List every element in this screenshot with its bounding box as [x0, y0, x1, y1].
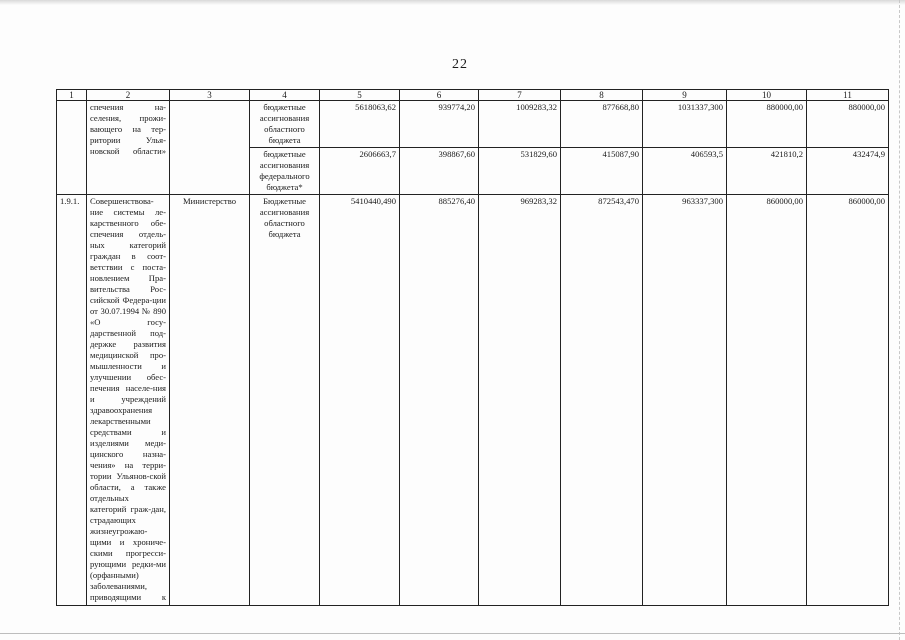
cell-value: 2606663,7 — [320, 148, 400, 195]
table-header-row — [57, 90, 889, 101]
cell-funding-source: бюджетные ассигнования федерального бюджета* — [250, 148, 320, 195]
header-col-3: 3 — [170, 90, 250, 101]
cell-number — [57, 101, 87, 195]
cell-value: 1031337,300 — [643, 101, 727, 148]
header-col-6: 6 — [400, 90, 479, 101]
cell-description: Совершенствова-ние системы ле-карственного обе-спечения отдель-ных категорий граждан в соот-ветствии с поста-новлением Пра-вительства Рос-сийской Федера-ции от 30.07.1994 № 890 «О госу-дарственной под-держке развития медицинской про-мышленности и улучшении обес-печения населе-ния и учреждений здравоохранения лекарственными средствами и изделиями меди-цинского назна-чения» на терри-тории Ульянов-ской области, а также отдельных категорий граж-дан, страдающих жизнеугрожаю-щими и хрониче-скими прогресси-рующими редки-ми (орфанными) заболеваниями, приводящими к — [87, 195, 170, 606]
header-col-2: 2 — [87, 90, 170, 101]
cell-value: 877668,80 — [561, 101, 643, 148]
cell-funding-source: бюджетные ассигнования областного бюджета — [250, 101, 320, 148]
table-row — [57, 101, 889, 148]
cell-value: 421810,2 — [727, 148, 807, 195]
cell-value: 415087,90 — [561, 148, 643, 195]
header-col-10: 10 — [727, 90, 807, 101]
cell-value: 1009283,32 — [479, 101, 561, 148]
cell-value: 939774,20 — [400, 101, 479, 148]
cell-value: 531829,60 — [479, 148, 561, 195]
budget-table — [56, 89, 889, 606]
cell-value: 860000,00 — [727, 195, 807, 606]
cell-value: 969283,32 — [479, 195, 561, 606]
cell-value: 5618063,62 — [320, 101, 400, 148]
cell-description: спечения на-селения, прожи-вающего на тер-ритории Улья-новской области» — [87, 101, 170, 195]
cell-value: 432474,9 — [807, 148, 889, 195]
cell-value: 880000,00 — [727, 101, 807, 148]
cell-number: 1.9.1. — [57, 195, 87, 606]
cell-value: 963337,300 — [643, 195, 727, 606]
scan-edge-bottom — [0, 633, 905, 634]
cell-executor — [170, 101, 250, 195]
header-col-7: 7 — [479, 90, 561, 101]
header-col-4: 4 — [250, 90, 320, 101]
cell-value: 398867,60 — [400, 148, 479, 195]
header-col-1: 1 — [57, 90, 87, 101]
cell-value: 872543,470 — [561, 195, 643, 606]
header-col-11: 11 — [807, 90, 889, 101]
header-col-9: 9 — [643, 90, 727, 101]
cell-value: 5410440,490 — [320, 195, 400, 606]
cell-value: 860000,00 — [807, 195, 889, 606]
cell-value: 406593,5 — [643, 148, 727, 195]
cell-executor: Министерство — [170, 195, 250, 606]
scan-edge-right — [899, 0, 901, 640]
scan-edge-top — [0, 0, 905, 5]
header-col-8: 8 — [561, 90, 643, 101]
page-number: 22 — [452, 57, 468, 72]
cell-value: 885276,40 — [400, 195, 479, 606]
header-col-5: 5 — [320, 90, 400, 101]
cell-funding-source: Бюджетные ассигнования областного бюджета — [250, 195, 320, 606]
cell-value: 880000,00 — [807, 101, 889, 148]
table-row — [57, 195, 889, 606]
